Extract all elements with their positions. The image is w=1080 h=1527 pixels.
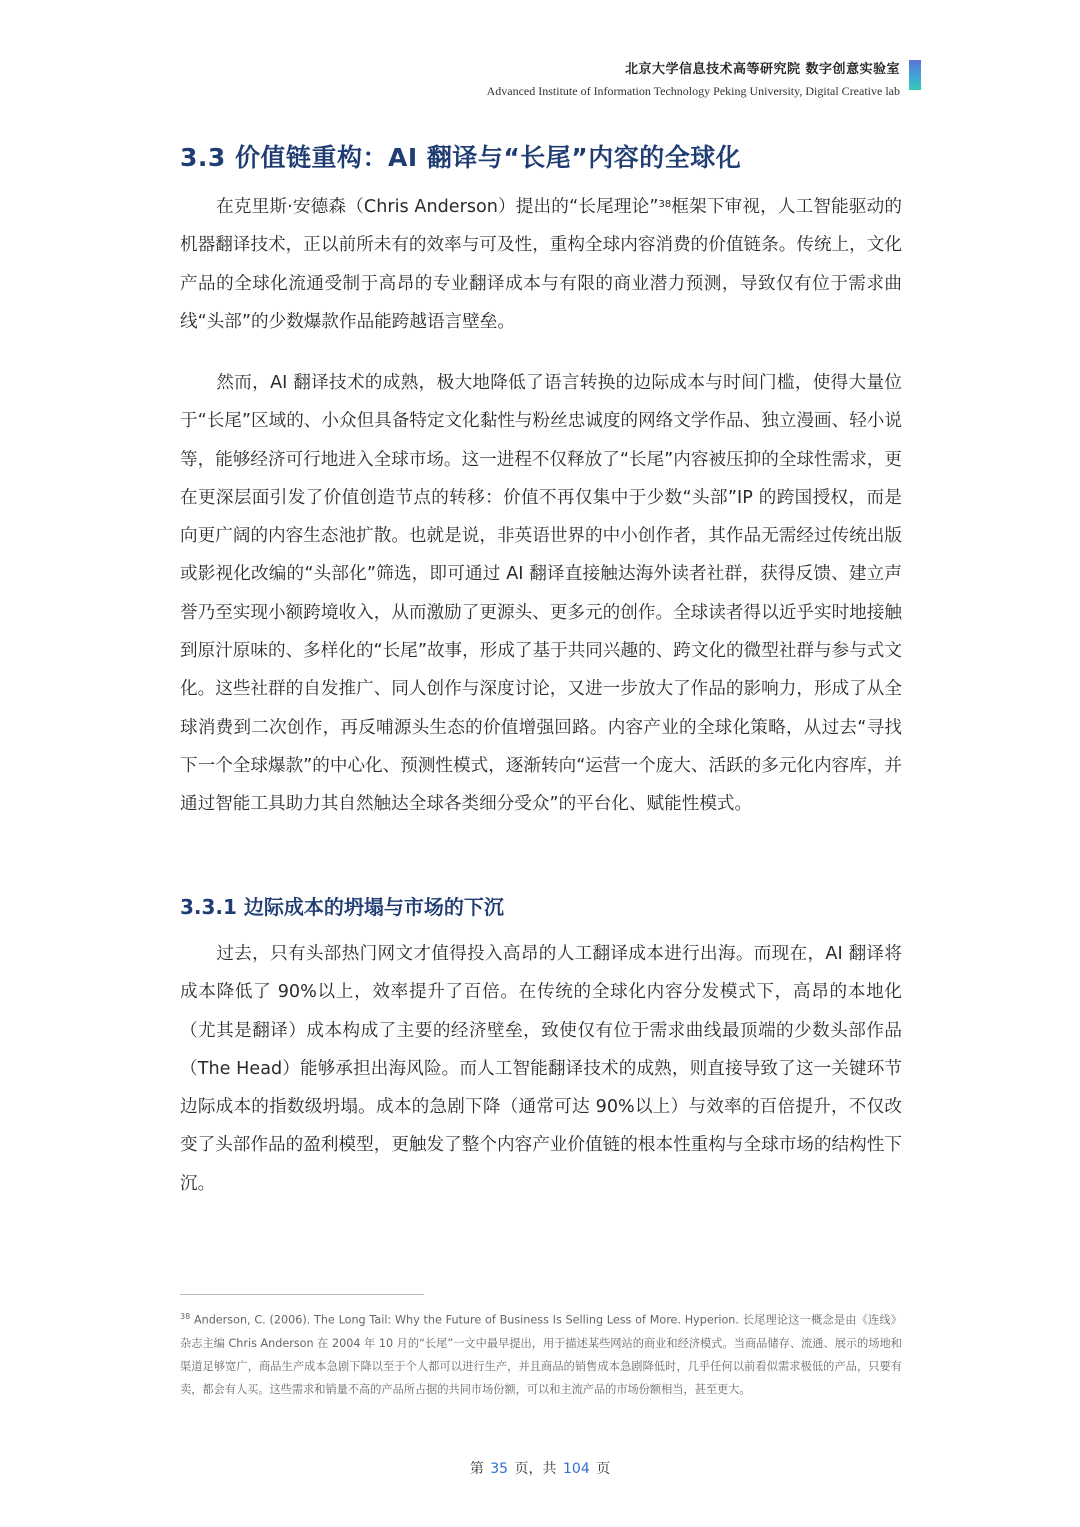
subsection-title: 3.3.1 边际成本的坍塌与市场的下沉 [180, 895, 504, 919]
current-page: 35 [490, 1461, 509, 1477]
header-institution-cn: 北京大学信息技术高等研究院 数字创意实验室 [624, 62, 900, 77]
footnote-ref[interactable]: 38 [658, 199, 672, 210]
total-pages: 104 [563, 1461, 590, 1477]
page-header [487, 60, 900, 101]
paragraph-1-text-b: 框架下审视，人工智能驱动的机器翻译技术，正以前所未有的效率与可及性，重构全球内容消费的价值链条。传统上，文化产品的全球化流通受制于高昂的专业翻译成本与有限的商业潜力预测，导致仅有位于需求曲线“头部”的少数爆款作品能跨越语言壁垒。 [180, 197, 902, 332]
paragraph-3-text: 过去，只有头部热门网文才值得投入高昂的人工翻译成本进行出海。而现在，AI 翻译将成本降低了 90%以上，效率提升了百倍。在传统的全球化内容分发模式下，高昂的本地化（尤其是翻译）成本构成了主要的经济壁垒，致使仅有位于需求曲线最顶端的少数头部作品（The Head）能够承担出海风险。而人工智能翻译技术的成熟，则直接导致了这一关键环节边际成本的指数级坍塌。成本的急剧下降（通常可达 90%以上）与效率的百倍提升，不仅改变了头部作品的盈利模型，更触发了整个内容产业价值链的根本性重构与全球市场的结构性下沉。 [180, 944, 902, 1194]
page-number [0, 1458, 1080, 1478]
page-prefix: 第 [469, 1461, 484, 1477]
footnote [180, 1305, 902, 1401]
paragraph-2 [180, 364, 902, 824]
footnote-divider [180, 1294, 424, 1295]
paragraph-3 [180, 935, 902, 1203]
paragraph-2-text: 然而，AI 翻译技术的成熟，极大地降低了语言转换的边际成本与时间门槛，使得大量位于“长尾”区域的、小众但具备特定文化黏性与粉丝忠诚度的网络文学作品、独立漫画、轻小说等，能够经济可行地进入全球市场。这一进程不仅释放了“长尾”内容被压抑的全球性需求，更在更深层面引发了价值创造节点的转移：价值不再仅集中于少数“头部”IP 的跨国授权，而是向更广阔的内容生态池扩散。也就是说，非英语世界的中小创作者，其作品无需经过传统出版或影视化改编的“头部化”筛选，即可通过 AI 翻译直接触达海外读者社群，获得反馈、建立声誉乃至实现小额跨境收入，从而激励了更源头、更多元的创作。全球读者得以近乎实时地接触到原汁原味的、多样化的“长尾”故事，形成了基于共同兴趣的、跨文化的微型社群与参与式文化。这些社群的自发推广、同人创作与深度讨论，又进一步放大了作品的影响力，形成了从全球消费到二次创作，再反哺源头生态的价值增强回路。内容产业的全球化策略，从过去“寻找下一个全球爆款”的中心化、预测性模式，逐渐转向“运营一个庞大、活跃的多元化内容库，并通过智能工具助力其自然触达全球各类细分受众”的平台化、赋能性模式。 [180, 373, 902, 815]
page-middle: 页，共 [514, 1461, 557, 1477]
header-institution-en: Advanced Institute of Information Technology Peking University, Digital Creative lab [486, 84, 900, 98]
footnote-number: 38 [180, 1312, 191, 1321]
section-title: 3.3 价值链重构：AI 翻译与“长尾”内容的全球化 [180, 143, 742, 172]
footnote-text: Anderson, C. (2006). The Long Tail: Why the Future of Business Is Selling Less of More. Hyperion. 长尾理论这一概念是由《连线》杂志主编 Chris Anderson 在 2004 年 10 月的“长尾”一文中最早提出，用于描述某些网站的商业和经济模式。当商品储存、流通、展示的场地和渠道足够宽广，商品生产成本急剧下降以至于个人都可以进行生产，并且商品的销售成本急剧降低时，几乎任何以前看似需求极低的产品，只要有卖，都会有人买。这些需求和销量不高的产品所占据的共同市场份额，可以和主流产品的市场份额相当，甚至更大。 [180, 1313, 902, 1396]
header-accent-bar [909, 60, 921, 90]
paragraph-1-text-a: 在克里斯·安德森（Chris Anderson）提出的“长尾理论” [216, 197, 659, 217]
page-suffix: 页 [596, 1461, 611, 1477]
paragraph-1 [180, 188, 902, 341]
